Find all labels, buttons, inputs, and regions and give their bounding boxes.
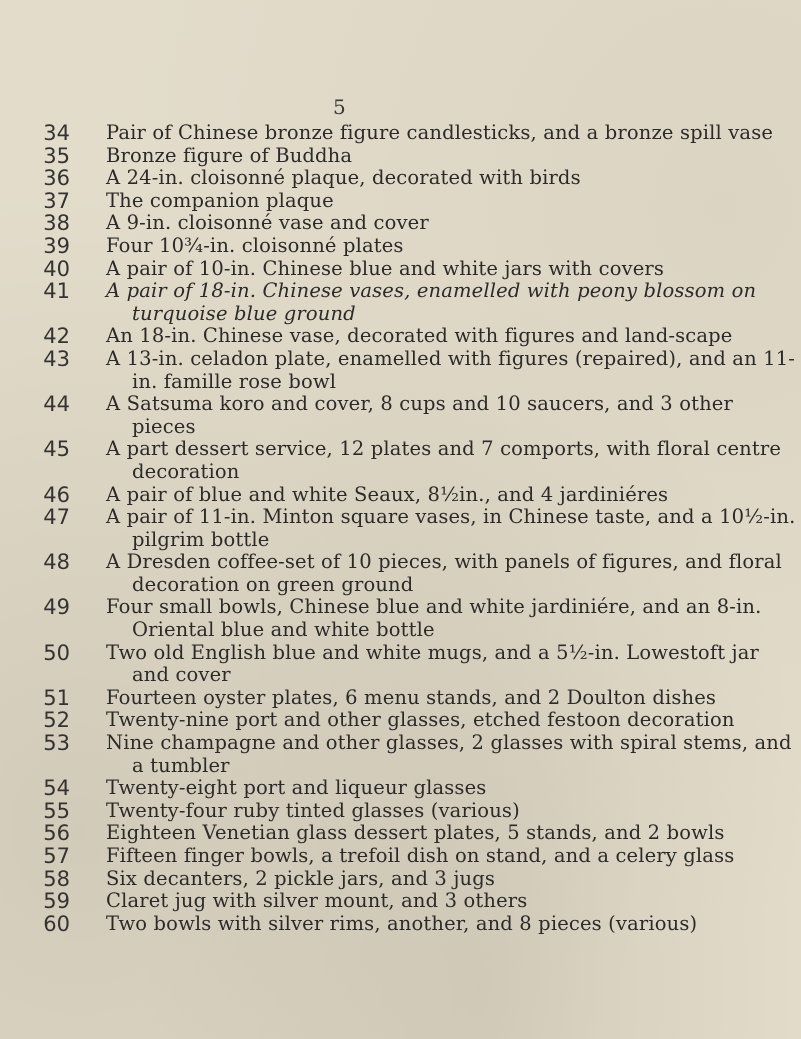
list-item bbox=[0, 822, 801, 845]
lot-description: A pair of 11-in. Minton square vases, in Chinese taste, and a 10½-in. pilgrim bottle bbox=[106, 505, 796, 551]
list-item bbox=[0, 732, 801, 777]
lot-description: Bronze figure of Buddha bbox=[106, 143, 353, 167]
lot-description: A pair of 18-in. Chinese vases, enamelled with peony blossom on turquoise blue ground bbox=[106, 279, 757, 325]
list-item bbox=[0, 393, 801, 438]
lot-description: Claret jug with silver mount, and 3 others bbox=[106, 889, 528, 913]
lot-description: A 24-in. cloisonné plaque, decorated with birds bbox=[106, 166, 581, 190]
lot-number: 60 bbox=[43, 911, 70, 936]
lot-number: 57 bbox=[43, 844, 70, 868]
lot-number: 35 bbox=[43, 143, 70, 168]
lot-number: 59 bbox=[43, 889, 70, 914]
list-item bbox=[0, 868, 801, 891]
lot-description: Pair of Chinese bronze figure candlesticks, and a bronze spill vase bbox=[106, 121, 774, 144]
lot-description: A Dresden coffee-set of 10 pieces, with panels of figures, and floral decoration on green ground bbox=[106, 550, 782, 596]
lot-description: Four small bowls, Chinese blue and white jardiniére, and an 8-in. Oriental blue and white bottle bbox=[106, 595, 762, 642]
lot-description: Fifteen finger bowls, a trefoil dish on stand, and a celery glass bbox=[106, 844, 735, 867]
list-item bbox=[0, 506, 801, 551]
list-item bbox=[0, 212, 801, 235]
lot-number: 47 bbox=[43, 505, 70, 530]
list-item bbox=[0, 325, 801, 348]
lot-description: A pair of blue and white Seaux, 8½in., and 4 jardiniéres bbox=[106, 482, 669, 506]
list-item bbox=[0, 845, 801, 868]
lot-description: A Satsuma koro and cover, 8 cups and 10 saucers, and 3 other pieces bbox=[106, 392, 733, 438]
lot-description: Six decanters, 2 pickle jars, and 3 jugs bbox=[106, 866, 496, 890]
list-item bbox=[0, 687, 801, 710]
lot-number: 38 bbox=[43, 211, 70, 236]
lot-description: Twenty-four ruby tinted glasses (various) bbox=[106, 798, 520, 822]
lot-number: 51 bbox=[43, 685, 70, 710]
list-item bbox=[0, 709, 801, 732]
lot-number: 37 bbox=[43, 188, 70, 213]
list-item bbox=[0, 777, 801, 800]
lot-number: 49 bbox=[43, 595, 70, 620]
lot-description: A part dessert service, 12 plates and 7 comports, with floral centre decoration bbox=[106, 437, 782, 483]
list-item bbox=[0, 596, 801, 641]
lot-list bbox=[0, 122, 801, 935]
lot-number: 54 bbox=[43, 776, 70, 801]
list-item bbox=[0, 642, 801, 687]
lot-description: Two old English blue and white mugs, and a 5½-in. Lowestoft jar and cover bbox=[106, 640, 759, 687]
list-item bbox=[0, 913, 801, 936]
lot-description: A pair of 10-in. Chinese blue and white jars with covers bbox=[106, 256, 665, 280]
list-item bbox=[0, 258, 801, 281]
list-item bbox=[0, 280, 801, 325]
lot-number: 39 bbox=[43, 233, 70, 258]
lot-description: Twenty-eight port and liqueur glasses bbox=[106, 776, 487, 800]
lot-number: 50 bbox=[43, 640, 70, 665]
lot-number: 41 bbox=[43, 279, 70, 304]
list-item bbox=[0, 348, 801, 393]
lot-number: 44 bbox=[43, 392, 70, 417]
list-item bbox=[0, 167, 801, 190]
lot-description: Two bowls with silver rims, another, and 8 pieces (various) bbox=[106, 911, 698, 935]
lot-number: 56 bbox=[43, 821, 70, 846]
lot-number: 42 bbox=[43, 324, 70, 349]
lot-description: Eighteen Venetian glass dessert plates, 5 stands, and 2 bowls bbox=[106, 821, 725, 845]
list-item bbox=[0, 145, 801, 168]
lot-description: The companion plaque bbox=[106, 188, 334, 212]
page-number: 5 bbox=[333, 95, 346, 119]
lot-number: 46 bbox=[43, 482, 70, 507]
lot-description: Fourteen oyster plates, 6 menu stands, and 2 Doulton dishes bbox=[106, 685, 717, 709]
lot-description: A 9-in. cloisonné vase and cover bbox=[106, 211, 429, 235]
lot-description: Four 10¾-in. cloisonné plates bbox=[106, 233, 404, 257]
lot-number: 53 bbox=[43, 731, 70, 756]
list-item bbox=[0, 890, 801, 913]
lot-number: 43 bbox=[43, 346, 70, 371]
lot-description: An 18-in. Chinese vase, decorated with figures and land-scape bbox=[106, 324, 733, 348]
list-item bbox=[0, 122, 801, 145]
list-item bbox=[0, 235, 801, 258]
lot-number: 55 bbox=[43, 798, 70, 823]
lot-number: 52 bbox=[43, 708, 70, 733]
lot-number: 36 bbox=[43, 166, 70, 191]
lot-number: 48 bbox=[43, 550, 70, 575]
list-item bbox=[0, 551, 801, 596]
list-item bbox=[0, 800, 801, 823]
lot-number: 58 bbox=[43, 866, 70, 891]
lot-description: Twenty-nine port and other glasses, etched festoon decoration bbox=[106, 708, 735, 732]
lot-number: 34 bbox=[43, 121, 70, 145]
lot-number: 45 bbox=[43, 437, 70, 462]
list-item bbox=[0, 438, 801, 483]
list-item bbox=[0, 484, 801, 507]
list-item bbox=[0, 190, 801, 213]
lot-description: A 13-in. celadon plate, enamelled with figures (repaired), and an 11-in. famille rose bowl bbox=[106, 346, 795, 393]
lot-number: 40 bbox=[43, 256, 70, 281]
lot-description: Nine champagne and other glasses, 2 glasses with spiral stems, and a tumbler bbox=[106, 731, 792, 777]
